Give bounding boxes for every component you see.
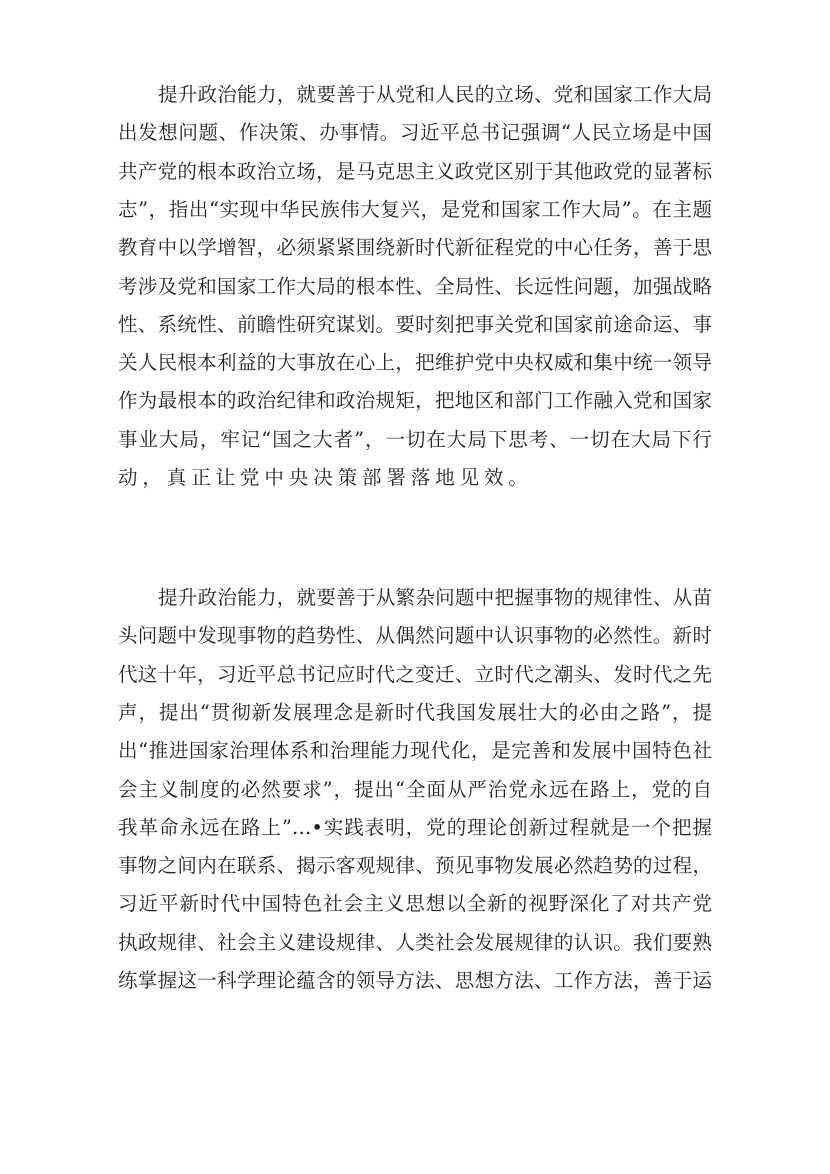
paragraph-1-line: 动，真正让党中央决策部署落地见效。 xyxy=(118,466,533,489)
paragraph-2-line: 声，提出“贯彻新发展理念是新时代我国发展壮大的必由之路”，提 xyxy=(118,700,712,724)
paragraph-2-line: 我革命永远在路上”…•实践表明，党的理论创新过程就是一个把握 xyxy=(118,815,712,839)
paragraph-1-line: 出发想问题、作决策、办事情。习近平总书记强调“人民立场是中国 xyxy=(118,121,712,145)
paragraph-1-line: 考涉及党和国家工作大局的根本性、全局性、长远性问题，加强战略 xyxy=(118,274,712,298)
paragraph-1-line: 提升政治能力，就要善于从党和人民的立场、党和国家工作大局 xyxy=(158,83,712,106)
paragraph-2-line: 习近平新时代中国特色社会主义思想以全新的视野深化了对共产党 xyxy=(118,892,712,916)
paragraph-1-line: 作为最根本的政治纪律和政治规矩，把地区和部门工作融入党和国家 xyxy=(118,389,712,413)
paragraph-2-line: 会主义制度的必然要求”，提出“全面从严治党永远在路上，党的自 xyxy=(118,777,712,801)
paragraph-2-line: 提升政治能力，就要善于从繁杂问题中把握事物的规律性、从苗 xyxy=(158,586,712,609)
paragraph-2-line: 代这十年，习近平总书记应时代之变迁、立时代之潮头、发时代之先 xyxy=(118,662,712,686)
paragraph-1-line: 关人民根本利益的大事放在心上，把维护党中央权威和集中统一领导 xyxy=(118,351,712,375)
paragraph-1-line: 志”，指出“实现中华民族伟大复兴，是党和国家工作大局”。在主题 xyxy=(118,197,712,221)
paragraph-2-line: 出“推进国家治理体系和治理能力现代化，是完善和发展中国特色社 xyxy=(118,739,712,763)
paragraph-2-line: 执政规律、社会主义建设规律、人类社会发展规律的认识。我们要熟 xyxy=(118,930,712,954)
paragraph-2-line: 练掌握这一科学理论蕴含的领导方法、思想方法、工作方法，善于运 xyxy=(118,969,712,992)
paragraph-1-line: 共产党的根本政治立场，是马克思主义政党区别于其他政党的显著标 xyxy=(118,159,712,183)
paragraph-2-line: 头问题中发现事物的趋势性、从偶然问题中认识事物的必然性。新时 xyxy=(118,624,712,648)
paragraph-1-line: 性、系统性、前瞻性研究谋划。要时刻把事关党和国家前途命运、事 xyxy=(118,312,712,336)
paragraph-1-line: 事业大局，牢记“国之大者”，一切在大局下思考、一切在大局下行 xyxy=(118,427,712,451)
paragraph-1-line: 教育中以学增智，必须紧紧围绕新时代新征程党的中心任务，善于思 xyxy=(118,236,712,260)
paragraph-2-line: 事物之间内在联系、揭示客观规律、预见事物发展必然趋势的过程， xyxy=(118,854,712,878)
